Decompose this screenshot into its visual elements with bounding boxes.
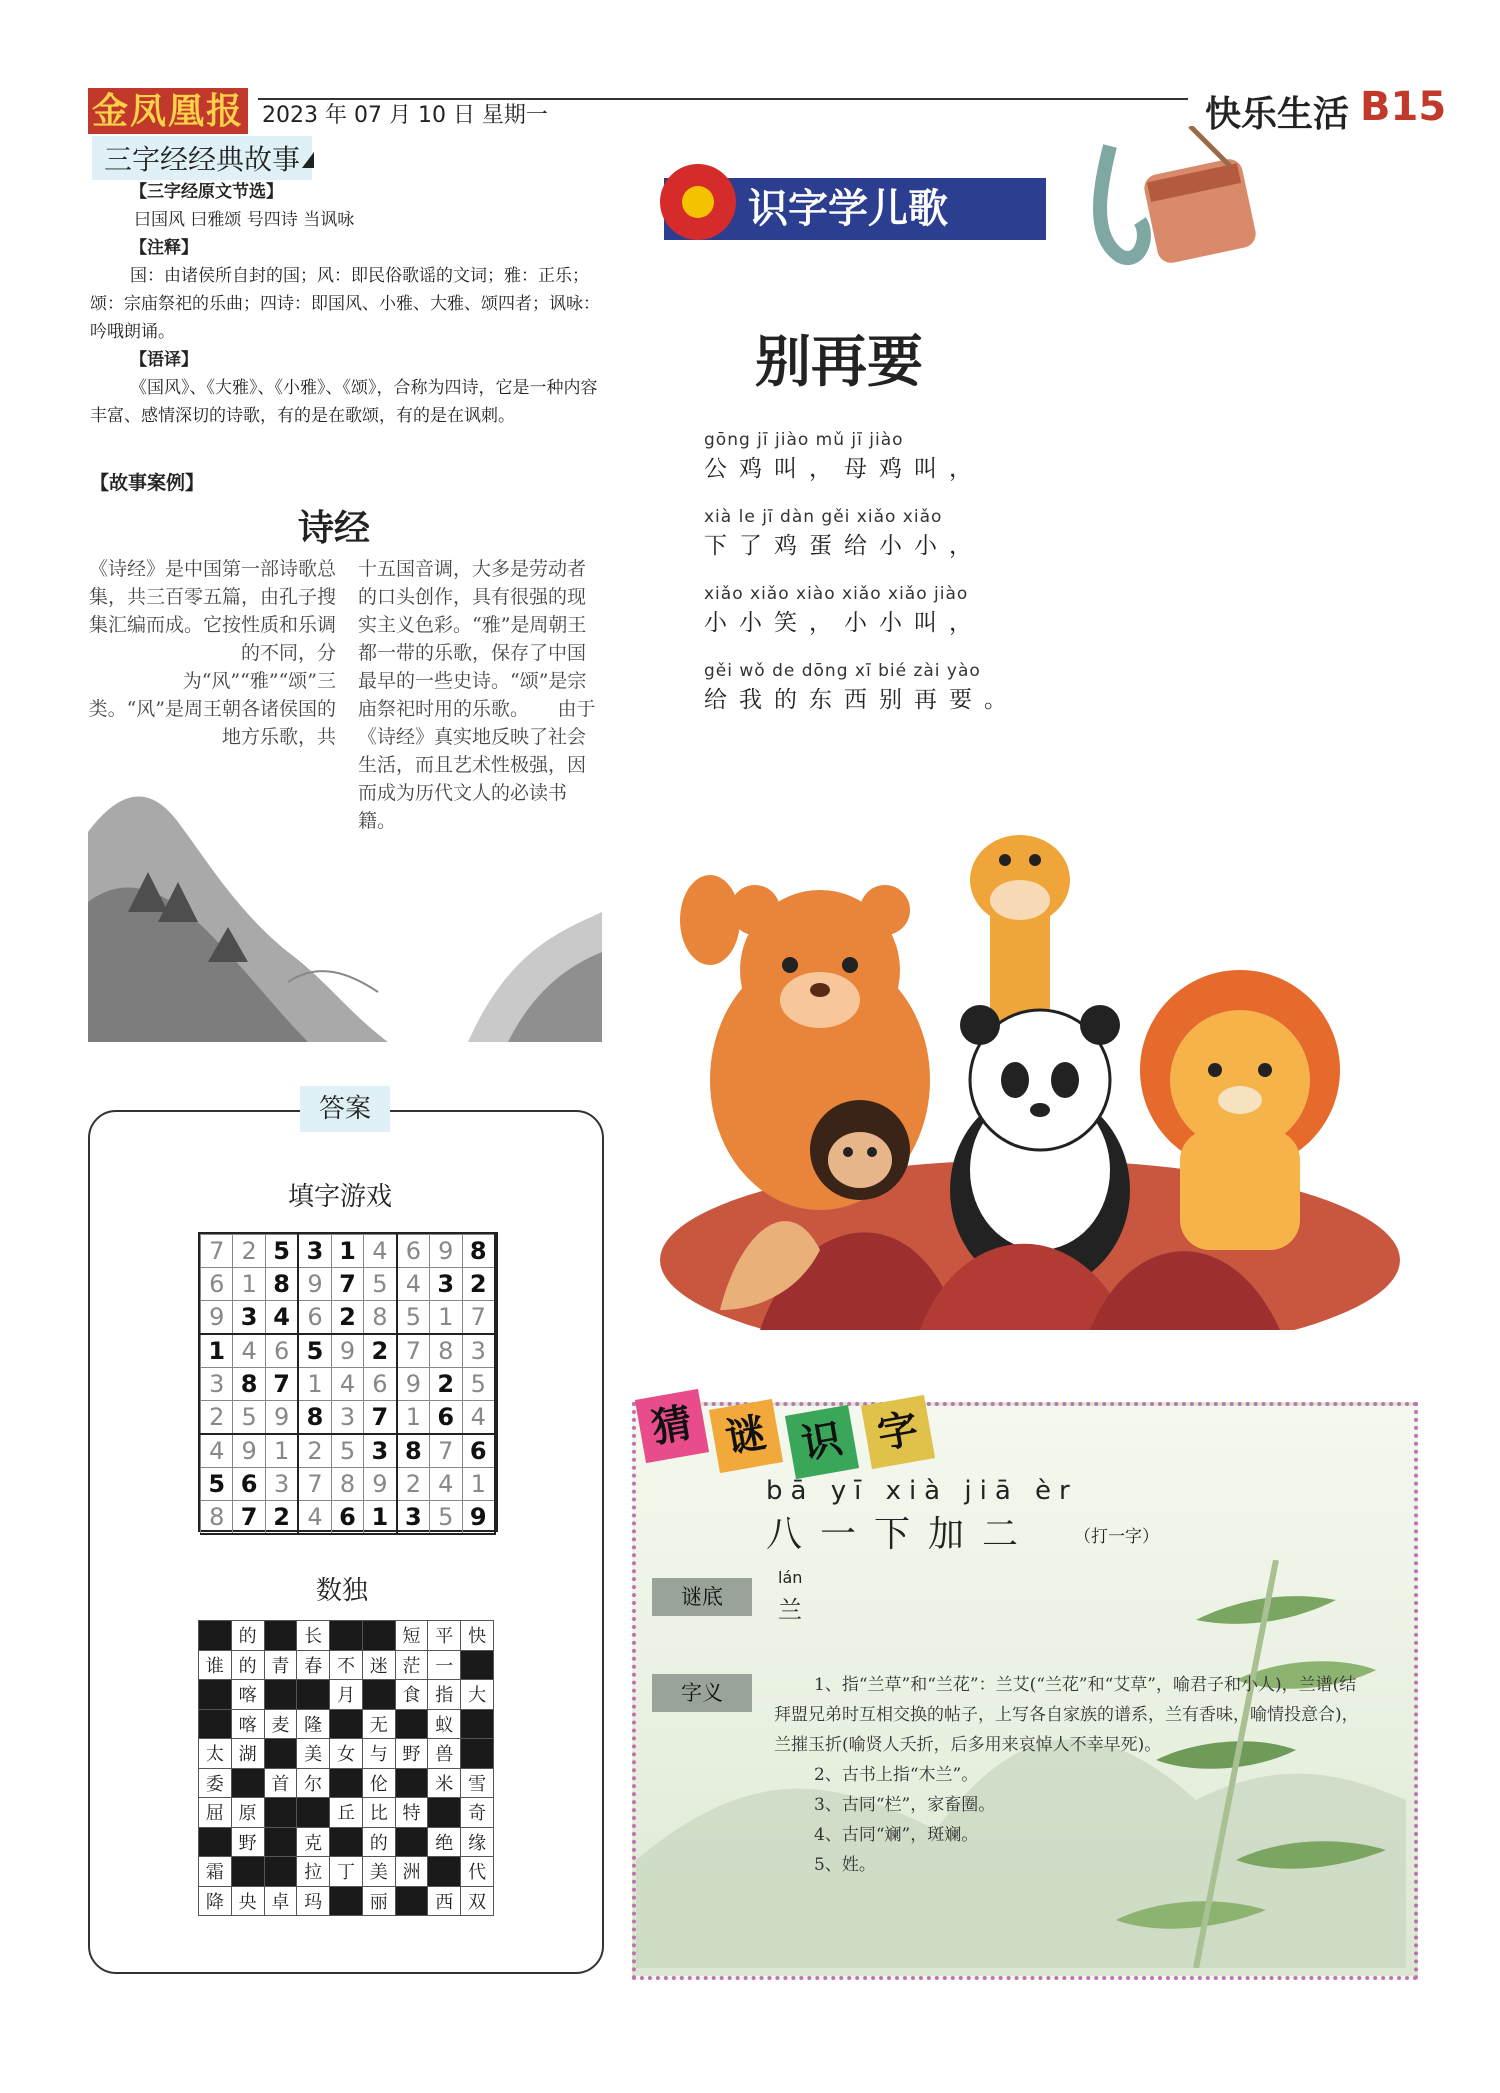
word-grid-cell	[264, 1680, 297, 1710]
excerpt-text: 曰国风 曰雅颂 号四诗 当讽咏	[134, 210, 355, 230]
word-grid-cell: 太	[199, 1739, 232, 1769]
word-grid-cell	[231, 1857, 264, 1887]
grid-cell: 6	[201, 1268, 233, 1301]
word-grid-cell	[330, 1768, 363, 1798]
word-grid-cell: 降	[199, 1886, 232, 1916]
grid-cell: 9	[462, 1501, 495, 1535]
word-grid-cell	[395, 1886, 428, 1916]
word-grid-cell: 洲	[395, 1857, 428, 1887]
word-grid-row	[199, 1709, 494, 1739]
flower-center-icon	[682, 186, 714, 218]
grid-cell: 2	[397, 1468, 430, 1501]
tile-char: 识	[785, 1405, 859, 1479]
word-grid-cell: 春	[297, 1650, 330, 1680]
grid-row	[201, 1268, 496, 1301]
word-grid-cell	[199, 1621, 232, 1651]
word-grid-cell: 喀	[231, 1709, 264, 1739]
word-grid-cell: 双	[461, 1886, 494, 1916]
word-grid-cell: 央	[231, 1886, 264, 1916]
word-grid-cell: 玛	[297, 1886, 330, 1916]
grid-cell: 4	[201, 1434, 233, 1468]
grid-cell: 9	[265, 1401, 298, 1435]
word-grid-cell: 米	[428, 1768, 461, 1798]
word-grid-cell	[199, 1680, 232, 1710]
word-grid-cell	[264, 1621, 297, 1651]
word-grid-cell: 隆	[297, 1709, 330, 1739]
fill-game-title: 填字游戏	[288, 1182, 393, 1212]
word-grid-row	[199, 1827, 494, 1857]
word-grid-cell	[461, 1709, 494, 1739]
grid-cell: 2	[331, 1301, 363, 1335]
grid-cell: 9	[430, 1235, 462, 1268]
story-label: 【故事案例】	[90, 472, 205, 494]
word-grid-row	[199, 1798, 494, 1828]
number-grid	[198, 1232, 498, 1532]
story-column-1: 《诗经》是中国第一部诗歌总集，共三百零五篇，由孔子搜集汇编而成。它按性质和乐调的不同，分为“风”“雅”“颂”三类。“风”是周王朝各诸侯国的地方乐歌，共	[88, 558, 336, 748]
word-grid-cell: 伦	[362, 1768, 395, 1798]
poem-text: 小小笑，小小叫，	[704, 610, 984, 636]
grid-row	[201, 1501, 496, 1535]
notes-heading: 【注释】	[130, 238, 198, 258]
word-grid-row	[199, 1739, 494, 1769]
grid-cell: 3	[462, 1334, 495, 1368]
grid-cell: 8	[201, 1501, 233, 1535]
grid-cell: 3	[331, 1401, 363, 1435]
masthead-logo: 金凤凰报	[88, 88, 248, 134]
word-grid-cell: 与	[362, 1739, 395, 1769]
word-grid-cell: 美	[362, 1857, 395, 1887]
word-grid-cell	[264, 1739, 297, 1769]
excerpt-heading: 【三字经原文节选】	[130, 182, 283, 202]
meaning-item: 2、古书上指“木兰”。	[814, 1765, 979, 1785]
grid-cell: 4	[462, 1401, 495, 1435]
story-title: 诗经	[298, 507, 371, 549]
tile-riddle	[709, 1399, 783, 1473]
word-grid-cell	[330, 1709, 363, 1739]
word-grid-cell: 代	[461, 1857, 494, 1887]
word-grid-cell: 屈	[199, 1798, 232, 1828]
grid-cell: 7	[430, 1434, 462, 1468]
grid-cell: 9	[298, 1268, 331, 1301]
tile-character	[861, 1395, 935, 1469]
meaning-list	[774, 1670, 1372, 1880]
grid-cell: 6	[265, 1334, 298, 1368]
word-grid-cell	[428, 1857, 461, 1887]
word-grid-cell: 青	[264, 1650, 297, 1680]
grid-cell: 1	[265, 1434, 298, 1468]
poem-line	[704, 507, 1019, 560]
grid-cell: 5	[233, 1401, 265, 1435]
word-grid-cell	[330, 1827, 363, 1857]
tile-char: 猜	[635, 1389, 709, 1463]
grid-cell: 3	[364, 1434, 397, 1468]
word-grid-cell: 短	[395, 1621, 428, 1651]
grid-row	[201, 1301, 496, 1335]
grid-cell: 9	[331, 1334, 363, 1368]
poem-text: 公鸡叫，母鸡叫，	[704, 456, 984, 482]
word-grid-row	[199, 1621, 494, 1651]
word-grid-cell: 快	[461, 1621, 494, 1651]
meaning-item: 3、古同“栏”，家畜圈。	[814, 1795, 996, 1815]
grid-cell: 7	[364, 1401, 397, 1435]
column-title: 三字经经典故事	[92, 136, 312, 180]
grid-cell: 2	[462, 1268, 495, 1301]
animals-illustration	[660, 830, 1400, 1330]
word-grid-cell: 卓	[264, 1886, 297, 1916]
word-grid-cell: 霜	[199, 1857, 232, 1887]
riddle-question: 八一下加二	[766, 1514, 1037, 1555]
grid-cell: 7	[265, 1368, 298, 1401]
grid-cell: 8	[430, 1334, 462, 1368]
grid-cell: 5	[364, 1268, 397, 1301]
word-grid-cell: 大	[461, 1680, 494, 1710]
grid-cell: 2	[430, 1368, 462, 1401]
word-grid-row	[199, 1650, 494, 1680]
word-grid-cell: 野	[231, 1827, 264, 1857]
landscape-illustration	[88, 712, 602, 1042]
grid-cell: 8	[331, 1468, 363, 1501]
word-grid-cell: 茫	[395, 1650, 428, 1680]
poem-title: 别再要	[755, 329, 923, 395]
word-grid-cell: 的	[362, 1827, 395, 1857]
grid-cell: 4	[265, 1301, 298, 1335]
story-column-2: 十五国音调，大多是劳动者的口头创作，具有很强的现实主义色彩。“雅”是周朝王都一带的乐歌，保存了中国最早的一些史诗。“颂”是宗庙祭祀时用的乐歌。 由于《诗经》真实地反映了社会生活，而且艺术性极强，因而成为历代文人的必读书籍。	[358, 558, 596, 832]
poem-pinyin: xiǎo xiǎo xiào xiǎo xiǎo jiào	[704, 584, 969, 604]
poem-line	[704, 661, 1019, 714]
word-grid-cell	[395, 1709, 428, 1739]
grid-cell: 8	[397, 1434, 430, 1468]
meaning-item: 4、古同“斓”，斑斓。	[814, 1825, 979, 1845]
grid-cell: 6	[331, 1501, 363, 1535]
notes-text: 国：由诸侯所自封的国；风：即民俗歌谣的文词；雅：正乐；颂：宗庙祭祀的乐曲；四诗：即国风、小雅、大雅、颂四者；讽咏：吟哦朗诵。	[90, 266, 600, 342]
poem-pinyin: xià le jī dàn gěi xiǎo xiǎo	[704, 507, 943, 527]
riddle-hint: （打一字）	[1074, 1527, 1159, 1547]
word-grid-cell	[199, 1827, 232, 1857]
word-grid-cell: 月	[330, 1680, 363, 1710]
grid-cell: 1	[233, 1268, 265, 1301]
word-grid-cell: 麦	[264, 1709, 297, 1739]
grid-cell: 1	[430, 1301, 462, 1335]
grid-cell: 3	[430, 1268, 462, 1301]
word-grid-row	[199, 1680, 494, 1710]
word-grid-cell: 蚁	[428, 1709, 461, 1739]
grid-cell: 3	[397, 1501, 430, 1535]
answer-pinyin: lán	[778, 1568, 803, 1587]
word-grid-cell: 兽	[428, 1739, 461, 1769]
word-grid	[198, 1620, 494, 1916]
word-grid-row	[199, 1857, 494, 1887]
word-grid-cell: 尔	[297, 1768, 330, 1798]
grid-cell: 4	[298, 1501, 331, 1535]
classic-text	[90, 178, 600, 430]
word-grid-cell	[264, 1798, 297, 1828]
grid-cell: 6	[298, 1301, 331, 1335]
grid-cell: 9	[397, 1368, 430, 1401]
grid-cell: 6	[397, 1235, 430, 1268]
grid-cell: 3	[233, 1301, 265, 1335]
tile-char: 谜	[709, 1399, 783, 1473]
grid-cell: 3	[265, 1468, 298, 1501]
word-grid-cell: 长	[297, 1621, 330, 1651]
word-grid-cell: 克	[297, 1827, 330, 1857]
tile-guess	[635, 1389, 709, 1463]
answer-character: 兰	[778, 1596, 802, 1624]
word-grid-cell: 的	[231, 1621, 264, 1651]
grid-cell: 7	[462, 1301, 495, 1335]
word-grid-cell	[395, 1827, 428, 1857]
word-grid-cell: 丁	[330, 1857, 363, 1887]
meaning-item: 5、姓。	[814, 1855, 876, 1875]
grid-row	[201, 1368, 496, 1401]
grid-cell: 6	[233, 1468, 265, 1501]
grid-cell: 8	[364, 1301, 397, 1335]
word-grid-cell: 雪	[461, 1768, 494, 1798]
poem-text: 给我的东西别再要。	[704, 687, 1019, 713]
grid-row	[201, 1235, 496, 1268]
grid-cell: 5	[298, 1334, 331, 1368]
word-grid-cell: 西	[428, 1886, 461, 1916]
grid-cell: 2	[233, 1235, 265, 1268]
word-grid-cell: 野	[395, 1739, 428, 1769]
grid-cell: 7	[201, 1235, 233, 1268]
word-grid-cell: 比	[362, 1798, 395, 1828]
word-grid-cell	[297, 1680, 330, 1710]
grid-cell: 5	[331, 1434, 363, 1468]
word-grid-cell: 女	[330, 1739, 363, 1769]
riddle-pinyin: bā yī xià jiā èr	[766, 1476, 1078, 1506]
grid-cell: 8	[462, 1235, 495, 1268]
word-grid-cell	[264, 1857, 297, 1887]
grid-cell: 8	[265, 1268, 298, 1301]
word-grid-cell: 平	[428, 1621, 461, 1651]
grid-row	[201, 1334, 496, 1368]
grid-cell: 7	[233, 1501, 265, 1535]
grid-cell: 1	[201, 1334, 233, 1368]
grid-cell: 4	[364, 1235, 397, 1268]
grid-cell: 5	[265, 1235, 298, 1268]
meaning-label: 字义	[652, 1674, 752, 1712]
word-grid-cell: 美	[297, 1739, 330, 1769]
grid-cell: 7	[298, 1468, 331, 1501]
grid-cell: 5	[430, 1501, 462, 1535]
word-grid-cell	[362, 1680, 395, 1710]
grid-cell: 6	[430, 1401, 462, 1435]
answer-label: 谜底	[652, 1578, 752, 1616]
word-grid-cell: 缘	[461, 1827, 494, 1857]
tile-recognize	[785, 1405, 859, 1479]
word-grid-cell	[199, 1709, 232, 1739]
word-grid-cell: 首	[264, 1768, 297, 1798]
word-grid-cell	[330, 1621, 363, 1651]
grid-cell: 6	[364, 1368, 397, 1401]
grid-cell: 3	[298, 1235, 331, 1268]
grid-cell: 4	[233, 1334, 265, 1368]
word-grid-cell: 指	[428, 1680, 461, 1710]
word-grid-cell	[264, 1827, 297, 1857]
grid-row	[201, 1434, 496, 1468]
grid-cell: 1	[298, 1368, 331, 1401]
translation-text: 《国风》、《大雅》、《小雅》、《颂》，合称为四诗，它是一种内容丰富、感情深切的诗歌，有的是在歌颂，有的是在讽刺。	[90, 378, 598, 426]
word-grid-cell: 委	[199, 1768, 232, 1798]
column-title-marker	[302, 152, 314, 168]
song-banner: 识字学儿歌	[664, 178, 1046, 240]
word-grid-cell: 丘	[330, 1798, 363, 1828]
section-title: 快乐生活	[1205, 94, 1350, 135]
grid-cell: 2	[265, 1501, 298, 1535]
word-grid-cell: 丽	[362, 1886, 395, 1916]
grid-cell: 9	[364, 1468, 397, 1501]
word-grid-cell: 不	[330, 1650, 363, 1680]
grid-cell: 5	[201, 1468, 233, 1501]
grid-cell: 4	[430, 1468, 462, 1501]
word-grid-cell	[330, 1886, 363, 1916]
poem	[704, 430, 1019, 738]
issue-date: 2023 年 07 月 10 日 星期一	[262, 103, 548, 128]
grid-row	[201, 1468, 496, 1501]
grid-cell: 8	[298, 1401, 331, 1435]
word-grid-cell	[362, 1621, 395, 1651]
grid-row	[201, 1401, 496, 1435]
word-grid-cell: 的	[231, 1650, 264, 1680]
meaning-item: 1、指“兰草”和“兰花”：兰艾(“兰花”和“艾草”，喻君子和小人)，兰谱(结拜盟兄弟时互相交换的帖子，上写各自家族的谱系，兰有香味，喻情投意合)，兰摧玉折(喻贤人夭折，后多用来哀悼人不幸早死)。	[774, 1675, 1359, 1755]
word-grid-cell: 绝	[428, 1827, 461, 1857]
word-grid-cell: 无	[362, 1709, 395, 1739]
word-grid-cell: 谁	[199, 1650, 232, 1680]
grid-cell: 7	[331, 1268, 363, 1301]
grid-cell: 9	[233, 1434, 265, 1468]
word-grid-cell	[395, 1768, 428, 1798]
word-grid-cell	[428, 1798, 461, 1828]
instruments-illustration	[1080, 126, 1260, 272]
poem-line	[704, 430, 1019, 483]
poem-text: 下了鸡蛋给小小，	[704, 533, 984, 559]
word-grid-cell	[461, 1650, 494, 1680]
page-number: B15	[1360, 84, 1447, 130]
grid-cell: 8	[233, 1368, 265, 1401]
grid-cell: 9	[201, 1301, 233, 1335]
word-grid-row	[199, 1886, 494, 1916]
word-grid-cell	[461, 1739, 494, 1769]
word-grid-cell: 一	[428, 1650, 461, 1680]
word-grid-cell	[297, 1798, 330, 1828]
grid-cell: 1	[397, 1401, 430, 1435]
sudoku-title: 数独	[316, 1576, 369, 1606]
grid-cell: 2	[298, 1434, 331, 1468]
answer-tag: 答案	[300, 1086, 390, 1132]
poem-line	[704, 584, 1019, 637]
grid-cell: 4	[331, 1368, 363, 1401]
grid-cell: 7	[397, 1334, 430, 1368]
word-grid-cell: 特	[395, 1798, 428, 1828]
grid-cell: 1	[462, 1468, 495, 1501]
grid-cell: 3	[201, 1368, 233, 1401]
word-grid-row	[199, 1768, 494, 1798]
grid-cell: 2	[364, 1334, 397, 1368]
grid-cell: 1	[331, 1235, 363, 1268]
grid-cell: 1	[364, 1501, 397, 1535]
grid-cell: 4	[397, 1268, 430, 1301]
tile-char: 字	[861, 1395, 935, 1469]
word-grid-cell: 喀	[231, 1680, 264, 1710]
poem-pinyin: gōng jī jiào mǔ jī jiào	[704, 430, 904, 450]
grid-cell: 6	[462, 1434, 495, 1468]
translation-heading: 【语译】	[130, 350, 198, 370]
word-grid-cell: 奇	[461, 1798, 494, 1828]
word-grid-cell: 原	[231, 1798, 264, 1828]
grid-cell: 5	[397, 1301, 430, 1335]
grid-cell: 2	[201, 1401, 233, 1435]
word-grid-cell: 拉	[297, 1857, 330, 1887]
grid-cell: 5	[462, 1368, 495, 1401]
poem-pinyin: gěi wǒ de dōng xī bié zài yào	[704, 661, 981, 681]
word-grid-cell: 湖	[231, 1739, 264, 1769]
word-grid-cell: 迷	[362, 1650, 395, 1680]
word-grid-cell: 食	[395, 1680, 428, 1710]
word-grid-cell	[231, 1768, 264, 1798]
